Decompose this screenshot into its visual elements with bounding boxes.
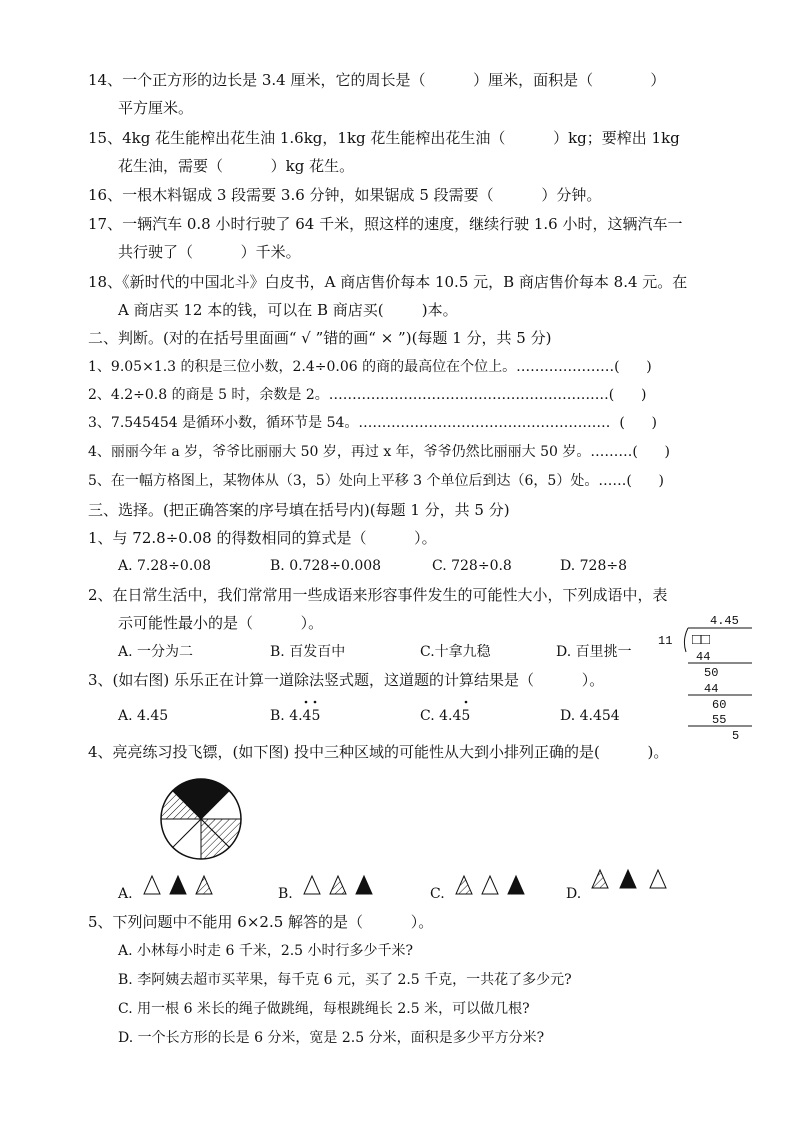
q4-option-c-cones (452, 872, 532, 898)
hatched-cone-icon (592, 870, 608, 888)
question-14-line1: 14、一个正方形的边长是 3.4 厘米，它的周长是（ ）厘米，面积是（ ） (88, 71, 666, 89)
q4-option-b-cones (300, 872, 380, 898)
hatched-cone-icon (456, 876, 472, 894)
question-16: 16、一根木料锯成 3 段需要 3.6 分钟，如果锯成 5 段需要（ ）分钟。 (88, 186, 602, 204)
division-divisor: 11 (658, 634, 673, 648)
q5-option-d: D. 一个长方形的长是 6 分米，宽是 2.5 分米，面积是多少平方分米? (118, 1030, 545, 1046)
q3-option-b: B. 4.45 (270, 708, 321, 724)
division-step-4: 60 (712, 698, 727, 712)
judge-item-1: 1、9.05×1.3 的积是三位小数，2.4÷0.06 的商的最高位在个位上。…………………( ) (88, 359, 652, 375)
black-cone-icon (356, 876, 372, 894)
division-remainder: 5 (732, 729, 740, 740)
q1-option-c: C. 728÷0.8 (432, 558, 512, 574)
q3-option-d: D. 4.454 (560, 708, 620, 724)
question-17-line2: 共行驶了（ ）千米。 (118, 243, 301, 261)
q2-option-a: A. 一分为二 (118, 644, 194, 660)
white-cone-icon (144, 876, 160, 894)
long-division-figure (652, 610, 762, 740)
q4-option-d-cones (586, 866, 676, 896)
q4-option-a-cones (140, 872, 220, 898)
judge-item-3: 3、7.545454 是循环小数，循环节是 54。……………………………………………… ( ) (88, 415, 657, 431)
q1-option-a: A. 7.28÷0.08 (118, 558, 212, 574)
hatched-cone-icon (330, 876, 346, 894)
white-cone-icon (650, 870, 666, 888)
q5-option-c: C. 用一根 6 米长的绳子做跳绳，每根跳绳长 2.5 米，可以做几根? (118, 1001, 530, 1017)
q4-option-d-label: D. (566, 886, 582, 902)
q4-option-a-label: A. (118, 886, 133, 902)
choice-question-4: 4、亮亮练习投飞镖，(如下图) 投中三种区域的可能性从大到小排列正确的是( )。 (88, 743, 669, 761)
section-choice-heading: 三、选择。(把正确答案的序号填在括号内)(每题 1 分，共 5 分) (88, 501, 510, 519)
hatched-cone-icon (196, 876, 212, 894)
choice-question-2-line2: 示可能性最小的是（ ）。 (118, 614, 324, 632)
question-15-line2: 花生油，需要（ ）kg 花生。 (118, 157, 355, 175)
choice-question-1: 1、与 72.8÷0.08 的得数相同的算式是（ ）。 (88, 529, 437, 547)
black-cone-icon (508, 876, 524, 894)
question-14-line2: 平方厘米。 (118, 99, 194, 117)
division-dividend: □□ (692, 632, 711, 649)
q1-option-b: B. 0.728÷0.008 (270, 558, 382, 574)
division-quotient: 4.45 (710, 614, 739, 628)
q2-option-b: B. 百发百中 (270, 644, 346, 660)
q2-option-c: C.十拿九稳 (420, 644, 491, 660)
question-17-line1: 17、一辆汽车 0.8 小时行驶了 64 千米，照这样的速度，继续行驶 1.6 小时，这辆汽车一 (88, 215, 683, 233)
white-cone-icon (482, 876, 498, 894)
white-cone-icon (304, 876, 320, 894)
q3-b-repeat-dots (300, 698, 330, 708)
division-step-1: 44 (696, 650, 711, 664)
question-18-line1: 18、《新时代的中国北斗》白皮书，A 商店售价每本 10.5 元，B 商店售价每本 8.4 元。在 (88, 273, 688, 291)
q2-option-d: D. 百里挑一 (556, 644, 632, 660)
choice-question-2-line1: 2、在日常生活中，我们常常用一些成语来形容事件发生的可能性大小，下列成语中，表 (88, 586, 668, 604)
q5-option-a: A. 小林每小时走 6 千米，2.5 小时行多少千米? (118, 943, 414, 959)
q5-option-b: B. 李阿姨去超市买苹果，每千克 6 元，买了 2.5 千克，一共花了多少元? (118, 972, 572, 988)
judge-item-5: 5、在一幅方格图上，某物体从（3，5）处向上平移 3 个单位后到达（6，5）处。……( ) (88, 473, 664, 489)
black-cone-icon (620, 870, 636, 888)
black-cone-icon (170, 876, 186, 894)
q3-option-c: C. 4.45 (420, 708, 471, 724)
question-18-line2: A 商店买 12 本的钱，可以在 B 商店买( )本。 (118, 301, 458, 319)
division-step-2: 50 (704, 666, 719, 680)
q3-c-repeat-dot (460, 698, 480, 708)
q3-option-a: A. 4.45 (118, 708, 169, 724)
dartboard-diagram (155, 778, 247, 860)
choice-question-5: 5、下列问题中不能用 6×2.5 解答的是（ ）。 (88, 913, 434, 931)
judge-item-2: 2、4.2÷0.8 的商是 5 时，余数是 2。……………………………………………………( ) (88, 387, 647, 403)
choice-question-3: 3、(如右图) 乐乐正在计算一道除法竖式题，这道题的计算结果是（ ）。 (88, 671, 605, 689)
q4-option-c-label: C. (430, 886, 445, 902)
section-judge-heading: 二、判断。(对的在括号里面画“ √ ”错的画“ × ”)(每题 1 分，共 5 分) (88, 329, 552, 347)
q1-option-d: D. 728÷8 (560, 558, 627, 574)
q4-option-b-label: B. (278, 886, 293, 902)
judge-item-4: 4、丽丽今年 a 岁，爷爷比丽丽大 50 岁，再过 x 年，爷爷仍然比丽丽大 50 岁。………( ) (88, 444, 671, 460)
division-step-5: 55 (712, 713, 727, 727)
division-step-3: 44 (704, 682, 719, 696)
question-15-line1: 15、4kg 花生能榨出花生油 1.6kg，1kg 花生能榨出花生油（ ）kg；要榨出 1kg (88, 129, 680, 147)
